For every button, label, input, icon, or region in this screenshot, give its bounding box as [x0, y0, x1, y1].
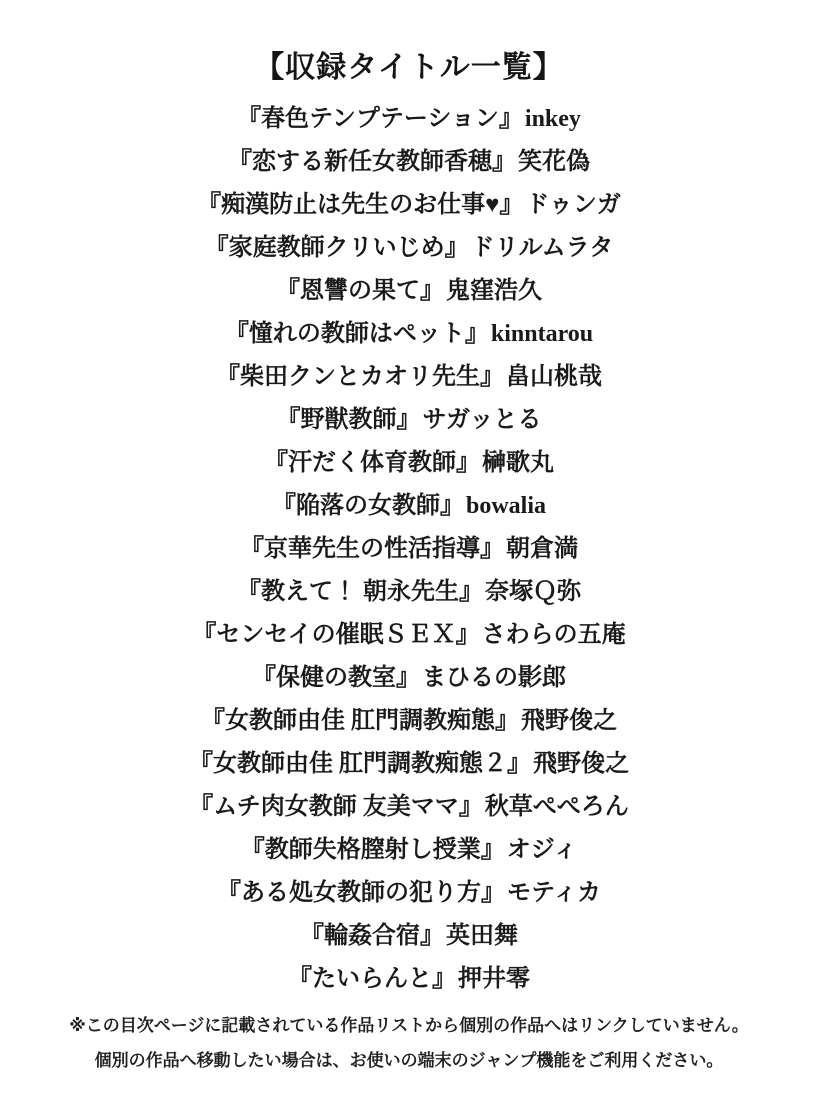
author-name: さわらの五庵 — [481, 622, 626, 648]
author-name: 押井零 — [458, 966, 530, 992]
work-title: 輪姦合宿 — [324, 923, 420, 949]
bracket-open-glyph: 『 — [216, 364, 240, 390]
bracket-close-glyph: 』 — [439, 493, 464, 519]
bracket-close-glyph: 』 — [498, 106, 523, 132]
list-item — [0, 184, 818, 227]
list-item — [0, 657, 818, 700]
bracket-close-glyph: 』 — [458, 794, 483, 820]
author-name: 笑花偽 — [518, 149, 590, 175]
list-item — [0, 485, 818, 528]
work-title: たいらんと — [312, 966, 432, 992]
author-name: inkey — [524, 106, 581, 132]
list-item — [0, 614, 818, 657]
author-name: 飛野俊之 — [521, 708, 617, 734]
bracket-close-glyph: 』 — [444, 235, 469, 261]
list-item — [0, 528, 818, 571]
author-name: bowalia — [465, 493, 546, 519]
list-item — [0, 141, 818, 184]
list-item — [0, 829, 818, 872]
title-list — [0, 98, 818, 1001]
author-name: ドリルムラタ — [470, 235, 614, 261]
work-title: 恩讐の果て — [300, 278, 420, 304]
list-item — [0, 270, 818, 313]
list-item — [0, 571, 818, 614]
bracket-open-glyph: 『 — [240, 536, 264, 562]
work-title: 家庭教師クリいじめ — [228, 235, 445, 261]
list-item — [0, 958, 818, 1001]
work-title: 汗だく体育教師 — [288, 450, 456, 476]
list-item — [0, 227, 818, 270]
bracket-open-glyph: 『 — [271, 493, 296, 519]
author-name: オジィ — [506, 837, 578, 863]
author-name: 畠山桃哉 — [506, 364, 602, 390]
bracket-close-glyph: 』 — [480, 837, 505, 863]
work-title: 教えて！ 朝永先生 — [261, 579, 459, 605]
author-name: 奈塚Ｑ弥 — [485, 579, 581, 605]
bracket-close-glyph: 』 — [396, 665, 420, 691]
bracket-close-glyph: 』 — [480, 536, 504, 562]
bracket-open-glyph: 『 — [228, 149, 252, 175]
work-title: センセイの催眠ＳＥＸ — [216, 622, 456, 648]
author-name: ドゥンガ — [525, 192, 621, 218]
work-title: 痴漢防止は先生のお仕事♥ — [221, 192, 500, 218]
bracket-open-glyph: 『 — [197, 192, 222, 218]
bracket-open-glyph: 『 — [189, 794, 214, 820]
footer-note-line2: 個別の作品へ移動したい場合は、お使いの端末のジャンプ機能をご利用ください。 — [94, 1051, 724, 1070]
work-title: 柴田クンとカオリ先生 — [240, 364, 480, 390]
bracket-close-glyph: 』 — [499, 192, 524, 218]
list-item — [0, 743, 818, 786]
author-name: モティカ — [506, 880, 602, 906]
bracket-open-glyph: 『 — [276, 278, 300, 304]
bracket-open-glyph: 『 — [201, 708, 225, 734]
footer-note — [0, 1008, 818, 1078]
work-title: 春色テンプテーション — [261, 106, 499, 132]
work-title: 女教師由佳 肛門調教痴態 — [225, 708, 495, 734]
author-name: 朝倉満 — [506, 536, 578, 562]
bracket-open-glyph: 『 — [264, 450, 288, 476]
bracket-open-glyph: 『 — [204, 235, 229, 261]
bracket-open-glyph: 『 — [252, 665, 276, 691]
work-title: 教師失格膣射し授業 — [264, 837, 481, 863]
bracket-close-glyph: 』 — [480, 880, 505, 906]
work-title: 京華先生の性活指導 — [264, 536, 480, 562]
list-item — [0, 313, 818, 356]
bracket-open-glyph: 『 — [189, 751, 213, 777]
bracket-close-glyph: 』 — [455, 622, 480, 648]
list-item — [0, 399, 818, 442]
author-name: サガッとる — [422, 407, 542, 433]
author-name: 秋草ぺぺろん — [484, 794, 629, 820]
list-item — [0, 786, 818, 829]
bracket-open-glyph: 『 — [288, 966, 312, 992]
list-item — [0, 98, 818, 141]
author-name: 英田舞 — [446, 923, 518, 949]
work-title: 野獣教師 — [300, 407, 397, 433]
author-name: まひるの影郎 — [422, 665, 566, 691]
footer-note-line1: ※この目次ページに記載されている作品リストから個別の作品へはリンクしていません。 — [69, 1016, 749, 1035]
bracket-close-glyph: 』 — [464, 321, 489, 347]
bracket-open-glyph: 『 — [192, 622, 217, 648]
bracket-close-glyph: 』 — [420, 278, 444, 304]
list-item — [0, 356, 818, 399]
work-title: 陥落の女教師 — [295, 493, 440, 519]
work-title: 憧れの教師はペット — [248, 321, 465, 347]
work-title: ムチ肉女教師 友美ママ — [213, 794, 459, 820]
work-title: 女教師由佳 肛門調教痴態２ — [213, 751, 507, 777]
bracket-close-glyph: 』 — [480, 364, 504, 390]
bracket-open-glyph: 『 — [276, 407, 301, 433]
bracket-open-glyph: 『 — [237, 106, 262, 132]
work-title: 恋する新任女教師香穂 — [252, 149, 492, 175]
author-name: kinntarou — [490, 321, 594, 347]
work-title: ある処女教師の犯り方 — [240, 880, 481, 906]
list-item — [0, 872, 818, 915]
bracket-close-glyph: 』 — [432, 966, 456, 992]
bracket-open-glyph: 『 — [237, 579, 261, 605]
author-name: 飛野俊之 — [533, 751, 629, 777]
bracket-open-glyph: 『 — [216, 880, 241, 906]
author-name: 榊歌丸 — [482, 450, 554, 476]
bracket-close-glyph: 』 — [459, 579, 483, 605]
work-title: 保健の教室 — [276, 665, 396, 691]
bracket-close-glyph: 』 — [396, 407, 421, 433]
list-item — [0, 700, 818, 743]
bracket-close-glyph: 』 — [507, 751, 531, 777]
list-item — [0, 915, 818, 958]
bracket-close-glyph: 』 — [495, 708, 519, 734]
list-item — [0, 442, 818, 485]
bracket-open-glyph: 『 — [224, 321, 249, 347]
bracket-close-glyph: 』 — [492, 149, 516, 175]
bracket-close-glyph: 』 — [420, 923, 444, 949]
bracket-open-glyph: 『 — [300, 923, 324, 949]
bracket-open-glyph: 『 — [240, 837, 265, 863]
page-title: 【収録タイトル一覧】 — [254, 51, 564, 84]
author-name: 鬼窪浩久 — [446, 278, 542, 304]
bracket-close-glyph: 』 — [456, 450, 480, 476]
